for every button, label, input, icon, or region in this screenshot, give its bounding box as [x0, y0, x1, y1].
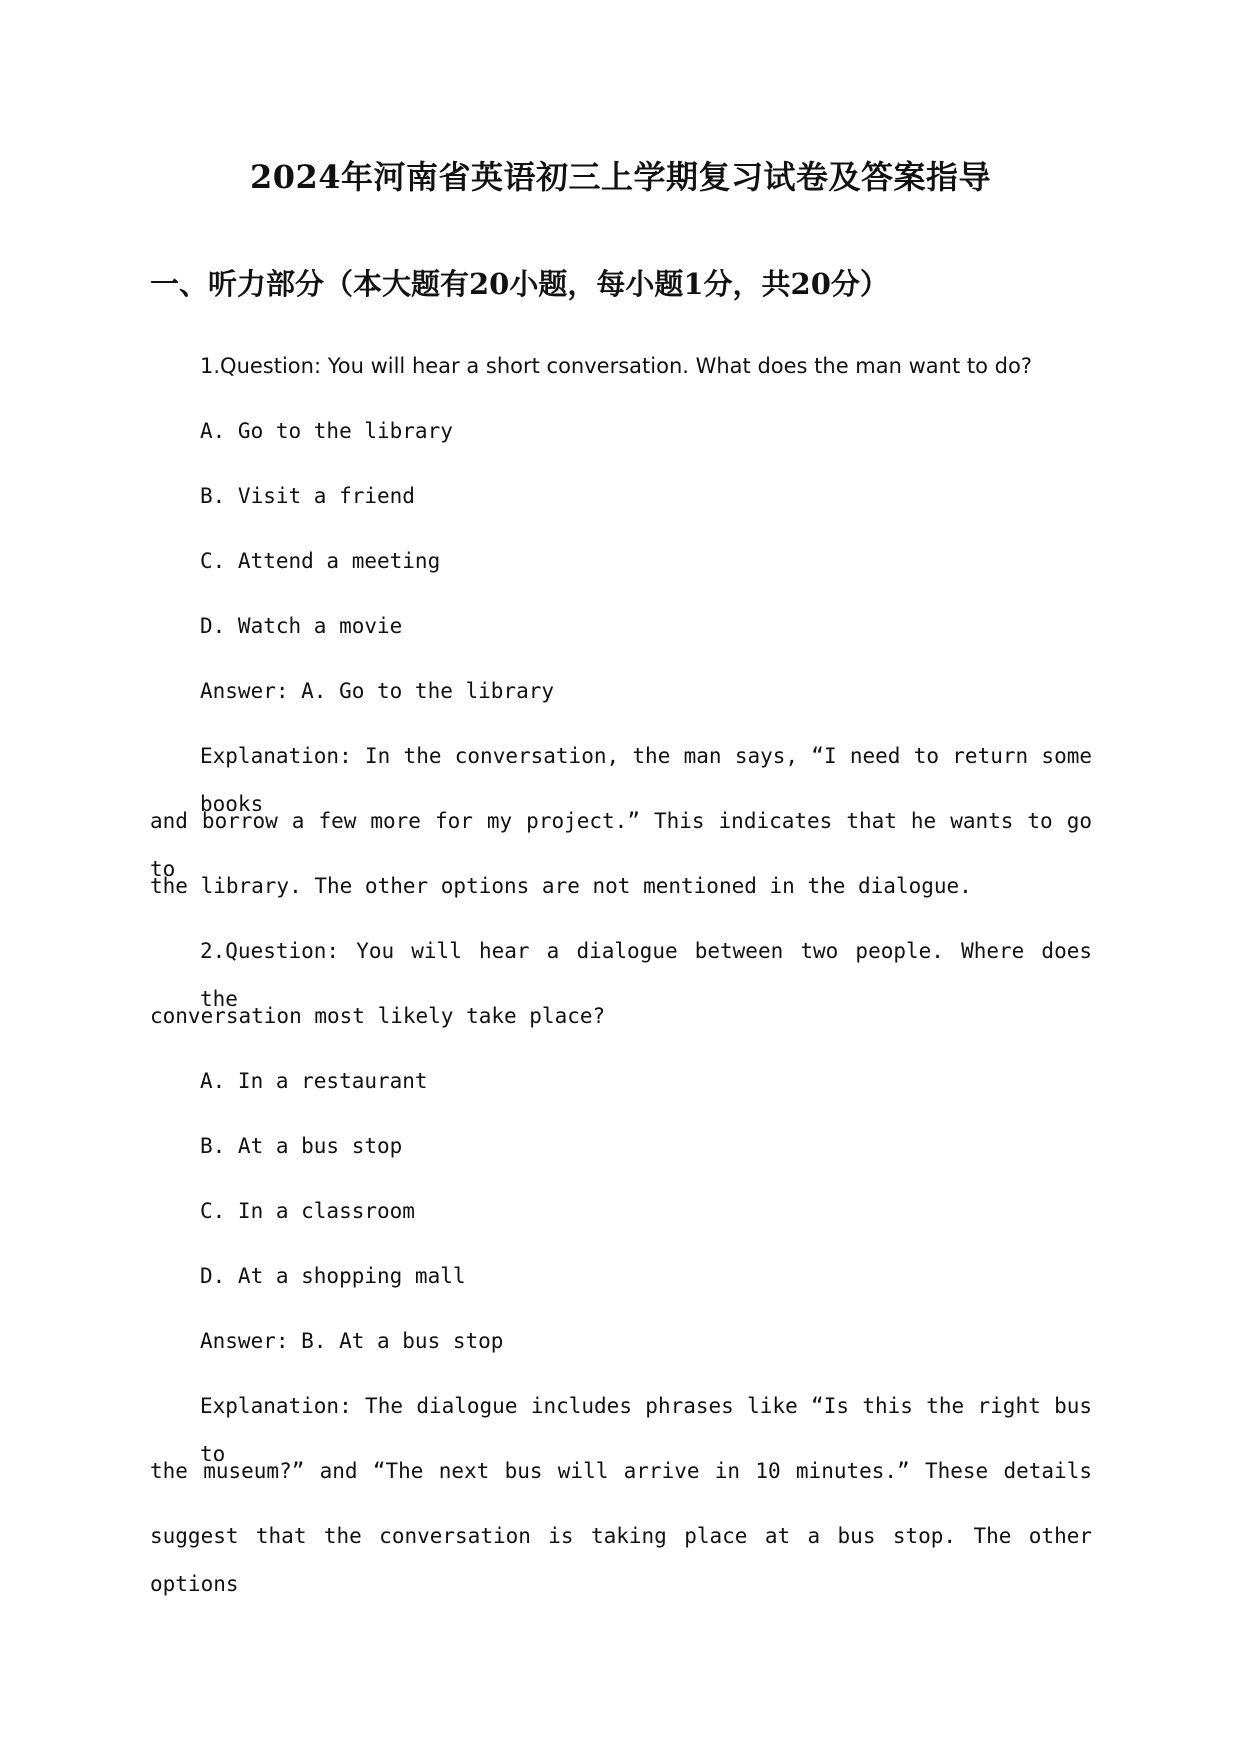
- question-2-option-c: C. In a classroom: [200, 1199, 415, 1223]
- question-1-text: 1.Question: You will hear a short conversation. What does the man want to do?: [200, 354, 1032, 378]
- question-2-option-a: A. In a restaurant: [200, 1069, 428, 1093]
- question-1-explanation-line-1: Explanation: In the conversation, the man says, “I need to return some books: [200, 744, 1092, 816]
- question-1-answer: Answer: A. Go to the library: [200, 679, 555, 703]
- question-1-explanation-line-2: and borrow a few more for my project.” This indicates that he wants to go to: [150, 809, 1092, 881]
- document-body: [150, 342, 1092, 1596]
- question-2-option-d: D. At a shopping mall: [200, 1264, 466, 1288]
- question-2-text-line-1: 2.Question: You will hear a dialogue between two people. Where does the: [200, 939, 1092, 1011]
- question-2-option-b: B. At a bus stop: [200, 1134, 403, 1158]
- document-title: 2024年河南省英语初三上学期复习试卷及答案指导: [249, 158, 992, 196]
- question-1-option-c: C. Attend a meeting: [200, 549, 441, 573]
- question-2-explanation-line-2: the museum?” and “The next bus will arrive in 10 minutes.” These details: [150, 1459, 1092, 1483]
- question-2-explanation-line-3: suggest that the conversation is taking place at a bus stop. The other options: [150, 1524, 1092, 1596]
- question-2-text-line-2: conversation most likely take place?: [150, 1004, 606, 1028]
- question-1-option-b: B. Visit a friend: [200, 484, 415, 508]
- question-1-option-d: D. Watch a movie: [200, 614, 403, 638]
- question-2-explanation-line-1: Explanation: The dialogue includes phrases like “Is this the right bus to: [200, 1394, 1092, 1466]
- section-heading: 一、听力部分（本大题有20小题，每小题1分，共20分）: [150, 267, 889, 301]
- question-1-option-a: A. Go to the library: [200, 419, 453, 443]
- question-1-explanation-line-3: the library. The other options are not mentioned in the dialogue.: [150, 874, 972, 898]
- question-2-answer: Answer: B. At a bus stop: [200, 1329, 504, 1353]
